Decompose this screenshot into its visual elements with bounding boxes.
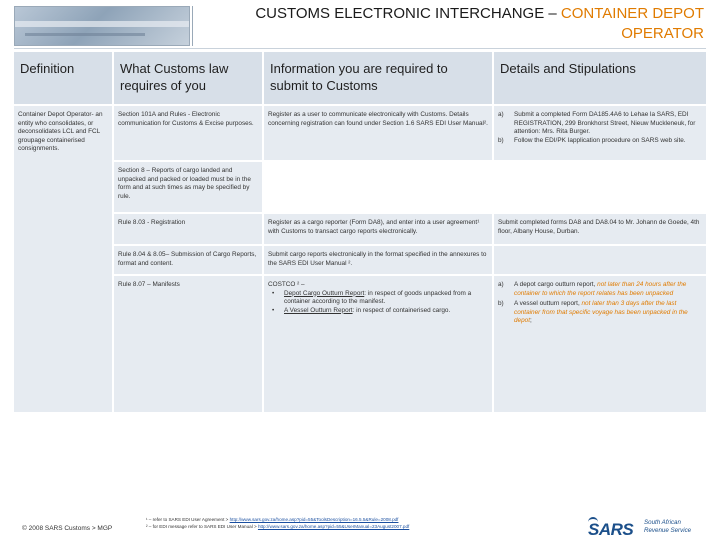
row3-info: Register as a cargo reporter (Form DA8), and enter into a user agreement¹ with Customs to transact cargo reports electronically.: [268, 219, 480, 235]
row5-details: [494, 278, 706, 329]
row5-detail-a: [498, 281, 702, 298]
sars-logo-mark: SARS: [588, 520, 634, 539]
title-accent-line1: CONTAINER DEPOT: [560, 5, 704, 22]
row1-info: Register as a user to communicate electronically with Customs. Details concerning registration can found under Section 1.6 SARS EDI User Manual².: [268, 111, 488, 127]
row5-law-bg: [114, 276, 262, 412]
row5-bullet-2-label: A Vessel Outturn Report: [284, 306, 353, 314]
copyright: © 2008 SARS Customs > MGP: [22, 525, 113, 532]
customs-table: [14, 52, 706, 480]
row3-details: Submit completed forms DA8 and DA8.04 to Mr. Johann de Goede, 4th floor, Albany House, Durban.: [498, 219, 700, 235]
row1-law: Section 101A and Rules - Electronic communication for Customs & Excise purposes.: [118, 111, 254, 127]
row1-detail-a: [498, 111, 702, 137]
col-header-definition-label: Definition: [20, 61, 75, 76]
row5-bullet-2-text: : in respect of containerised cargo.: [352, 306, 451, 314]
row5-bullet-1-text: : in respect of goods unpacked from a container according to the manifest.: [284, 289, 472, 306]
row5-detail-a-text: A depot cargo outturn report,: [514, 281, 598, 288]
col-header-requires: [114, 52, 262, 104]
row4-info: Submit cargo reports electronically in the format specified in the annexures to the SARS EDI User Manual ².: [268, 251, 487, 267]
title-main: CUSTOMS ELECTRONIC INTERCHANGE –: [255, 5, 561, 22]
row5-detail-a-marker: a): [498, 281, 504, 288]
row5-bullet-1-label: Depot Cargo Outturn Report: [284, 289, 365, 297]
definition-text: Container Depot Operator- an entity who consolidates, or deconsolidates LCL and FCL groupage containerised consignments.: [18, 111, 103, 153]
row1-detail-b-text: Follow the EDI/PK Iapplication procedure on SARS web site.: [514, 136, 686, 144]
row5-law: Rule 8.07 – Manifests: [118, 281, 180, 288]
footnote-2: [146, 523, 566, 530]
row5-detail-b-text: A vessel outturn report,: [514, 300, 582, 308]
sars-logo: [588, 517, 716, 537]
row5-detail-b-marker: b): [498, 300, 504, 308]
header-banner-image: [14, 6, 190, 46]
banner-band: [15, 21, 189, 27]
footnote-2-link[interactable]: http://www.sars.gov.za/home.asp?pid=55&UserManual=23August2007.pdf: [257, 524, 410, 529]
row5-bullet-2-marker: •: [272, 306, 275, 314]
row1-detail-a-marker: a): [498, 111, 504, 118]
col-header-info: [264, 52, 492, 104]
col-header-info-label: Information you are required to submit to Customs: [270, 61, 448, 93]
row5-bullet-1-marker: •: [272, 289, 275, 297]
col-header-details: [494, 52, 706, 104]
row1-detail-b-marker: b): [498, 136, 504, 144]
footnote-2-text: ² – for EDI message refer to SARS EDI User Manual >: [146, 524, 258, 529]
footnote-1-link[interactable]: http://www.sars.gov.za/home.asp?pid=55&ToolsDescription=16.5.5&Rule=2008.pdf: [229, 517, 399, 522]
row5-detail-b-end: ;: [530, 317, 532, 325]
row5-detail-b-highlight: not later than 3 days after the last container from that specific voyage has been unpacked in the depot: [514, 300, 688, 325]
sars-logo-tagline: [644, 519, 691, 534]
sars-logo-tag-line1: South African: [644, 519, 681, 526]
row3-law: Rule 8.03 - Registration: [118, 219, 186, 226]
col-header-requires-label: What Customs law requires of you: [120, 61, 229, 93]
row1-detail-a-text: Submit a completed Form DA185.4A6 to Lehae la SARS, EDI REGISTRATION, 299 Bronkhorst Street, Nieuw Muckleneuk, for attention: Mrs. Rita Burger.: [514, 111, 696, 136]
row4-law: Rule 8.04 & 8.05– Submission of Cargo Reports, format and content.: [118, 251, 257, 267]
row2-law: Section 8 – Reports of cargo landed and unpacked and packed or loaded must be in the form and at such times as may be specified by rule.: [118, 167, 251, 200]
footnote-1-text: ¹ – refer to SARS EDI User Agreement >: [146, 517, 230, 522]
row1-detail-b: [498, 137, 702, 146]
title-accent-line2: OPERATOR: [621, 25, 704, 42]
footnotes: [146, 516, 566, 530]
sars-logo-tag-line2: Revenue Service: [644, 526, 692, 534]
row1-details: [494, 108, 706, 148]
header-divider: [14, 48, 706, 49]
col-header-definition: [14, 52, 112, 104]
page-title: [184, 4, 704, 44]
banner-band-lower: [25, 33, 145, 36]
row5-bullet-2: [268, 307, 488, 316]
row5-info-intro: COSTCO ² –: [268, 281, 305, 288]
row5-info: [264, 278, 492, 318]
footnote-1: [146, 516, 566, 523]
row5-detail-b: [498, 300, 702, 326]
row5-bullet-1: [268, 290, 488, 307]
row4-details-bg: [494, 246, 706, 274]
row5-detail-a-highlight: not later than 24 hours after the container to which the report relates has been unpacked: [514, 281, 687, 297]
col-header-details-label: Details and Stipulations: [500, 61, 636, 76]
